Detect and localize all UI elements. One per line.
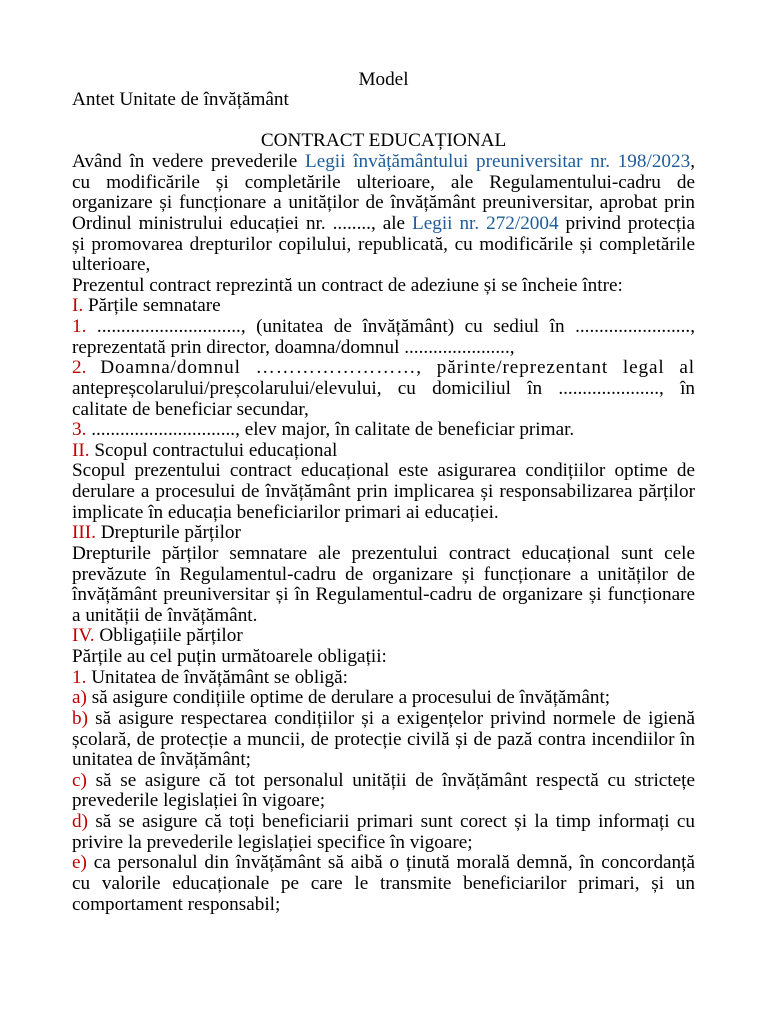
obligation-line <box>72 812 695 833</box>
party-number: 3. <box>72 419 87 441</box>
obligation-line: școlară, de protecție a muncii, de protecție civilă și de pază contra incendiilor în <box>72 728 695 750</box>
letterhead-placeholder: Antet Unitate de învățământ <box>72 89 289 111</box>
obligation-text: ca personalul din învățământ să aibă o ținută morală demnă, în concordanță <box>93 852 695 874</box>
preamble-text: Ordinul ministrului educației nr. ........, ale <box>72 212 406 234</box>
preamble-text: Având în vedere prevederile <box>72 151 298 172</box>
section-heading-purpose <box>72 441 695 462</box>
obligation-line: comportament responsabil; <box>72 893 281 915</box>
section-heading-rights <box>72 523 695 544</box>
party-line <box>72 420 695 441</box>
obligation-line: privire la prevederile legislației specifice în vigoare; <box>72 831 473 853</box>
obligations-intro: Părțile au cel puțin următoarele obligații: <box>72 646 387 667</box>
party-item <box>72 317 695 358</box>
section-number: I. <box>72 295 84 317</box>
obligation-text: să se asigure că tot personalul unității de învățământ respectă cu strictețe <box>95 769 696 791</box>
section-title: Obligațiile părților <box>99 625 243 647</box>
intro-paragraph: Prezentul contract reprezintă un contract de adeziune și se încheie între: <box>72 274 623 296</box>
preamble-line: cu modificările și completările ulterioare, ale Regulamentului-cadru de <box>72 171 695 193</box>
model-label: Model <box>358 68 409 90</box>
party-line: antepreșcolarului/preșcolarului/elevului, cu domiciliul în ....................., în <box>72 377 695 399</box>
obligation-line <box>72 853 695 874</box>
obligation-line: prevederile legislației în vigoare; <box>72 790 326 812</box>
obligation-item <box>72 853 695 915</box>
law-198-2023-link[interactable]: Legii învățământului preuniversitar nr. 198/2023 <box>304 151 691 172</box>
obligation-label: e) <box>72 852 87 874</box>
preamble-paragraph <box>72 152 695 276</box>
party-item <box>72 358 695 420</box>
contract-document <box>72 70 695 916</box>
paragraph-line: a unității de învățământ. <box>72 604 258 626</box>
party-number: 1. <box>72 316 87 337</box>
section-number: III. <box>72 522 96 544</box>
preamble-line <box>72 214 695 235</box>
obligation-item <box>72 688 695 709</box>
section-number: IV. <box>72 625 95 647</box>
paragraph-line: Drepturile părților semnatare ale prezentului contract educațional sunt cele <box>72 542 695 564</box>
section-heading-obligations <box>72 626 695 647</box>
party-line <box>72 317 695 338</box>
subsection-title: Unitatea de învățământ se obligă: <box>91 666 348 688</box>
preamble-line: și promovarea drepturilor copilului, republicată, cu modificările și completările <box>72 233 695 255</box>
obligation-item <box>72 771 695 812</box>
rights-paragraph <box>72 544 695 627</box>
party-item <box>72 420 695 441</box>
preamble-line: ulterioare, <box>72 254 151 276</box>
obligation-line <box>72 771 695 792</box>
party-text: Doamna/domnul ……………………, părinte/reprezentant legal al <box>100 357 695 379</box>
obligation-line <box>72 688 695 709</box>
obligation-text: să asigure condițiile optime de derulare a procesului de învățământ; <box>91 687 611 709</box>
preamble-line: organizare și funcționare a unităților de învățământ preuniversitar, aprobat prin <box>72 192 695 214</box>
obligation-line <box>72 709 695 730</box>
preamble-line <box>72 152 695 173</box>
blank-line <box>72 111 695 132</box>
section-number: II. <box>72 439 90 461</box>
obligation-item <box>72 709 695 771</box>
obligation-label: d) <box>72 811 88 832</box>
paragraph-line: Scopul prezentului contract educațional este asigurarea condițiilor optime de <box>72 460 695 482</box>
subsection-number: 1. <box>72 666 87 688</box>
section-title: Scopul contractului educațional <box>94 439 338 461</box>
obligation-label: b) <box>72 707 88 729</box>
party-line: reprezentată prin director, doamna/domnul ......................, <box>72 336 515 358</box>
party-text: .............................., (unitatea de învățământ) cu sediul în ........................, <box>96 316 695 337</box>
purpose-paragraph <box>72 461 695 523</box>
section-heading-parties <box>72 296 695 317</box>
preamble-text: privind protecția <box>565 212 696 234</box>
section-title: Drepturile părților <box>100 522 241 544</box>
document-title: CONTRACT EDUCAȚIONAL <box>260 130 507 152</box>
party-line <box>72 358 695 379</box>
obligation-text: să asigure respectarea condițiilor și a exigențelor privind normele de igienă <box>95 707 696 729</box>
party-number: 2. <box>72 357 87 379</box>
paragraph-line: prevăzute în Regulamentul-cadru de organizare și funcționare a unităților de <box>72 563 695 585</box>
school-obligations-heading <box>72 668 695 689</box>
obligation-label: a) <box>72 687 87 709</box>
obligation-line: cu valorile educaționale pe care le transmite beneficiarilor primari, și un <box>72 872 695 894</box>
party-line: calitate de beneficiar secundar, <box>72 398 309 420</box>
paragraph-line: implicate în educația beneficiarilor primari ai educației. <box>72 501 499 523</box>
paragraph-line: derulare a procesului de învățământ prin implicarea și responsabilizarea părților <box>72 481 695 502</box>
obligation-label: c) <box>72 769 87 791</box>
paragraph-line: învățământ preuniversitar și în Regulamentul-cadru de organizare și funcționare <box>72 584 695 606</box>
obligation-text: să se asigure că toți beneficiarii primari sunt corect și la timp informați cu <box>95 811 695 832</box>
law-272-2004-link[interactable]: Legii nr. 272/2004 <box>412 212 559 234</box>
obligation-line: unitatea de învățământ; <box>72 749 252 771</box>
party-text: .............................., elev major, în calitate de beneficiar primar. <box>91 419 575 441</box>
obligation-item <box>72 812 695 853</box>
section-title: Părțile semnatare <box>87 295 221 317</box>
preamble-text: , <box>690 151 695 172</box>
